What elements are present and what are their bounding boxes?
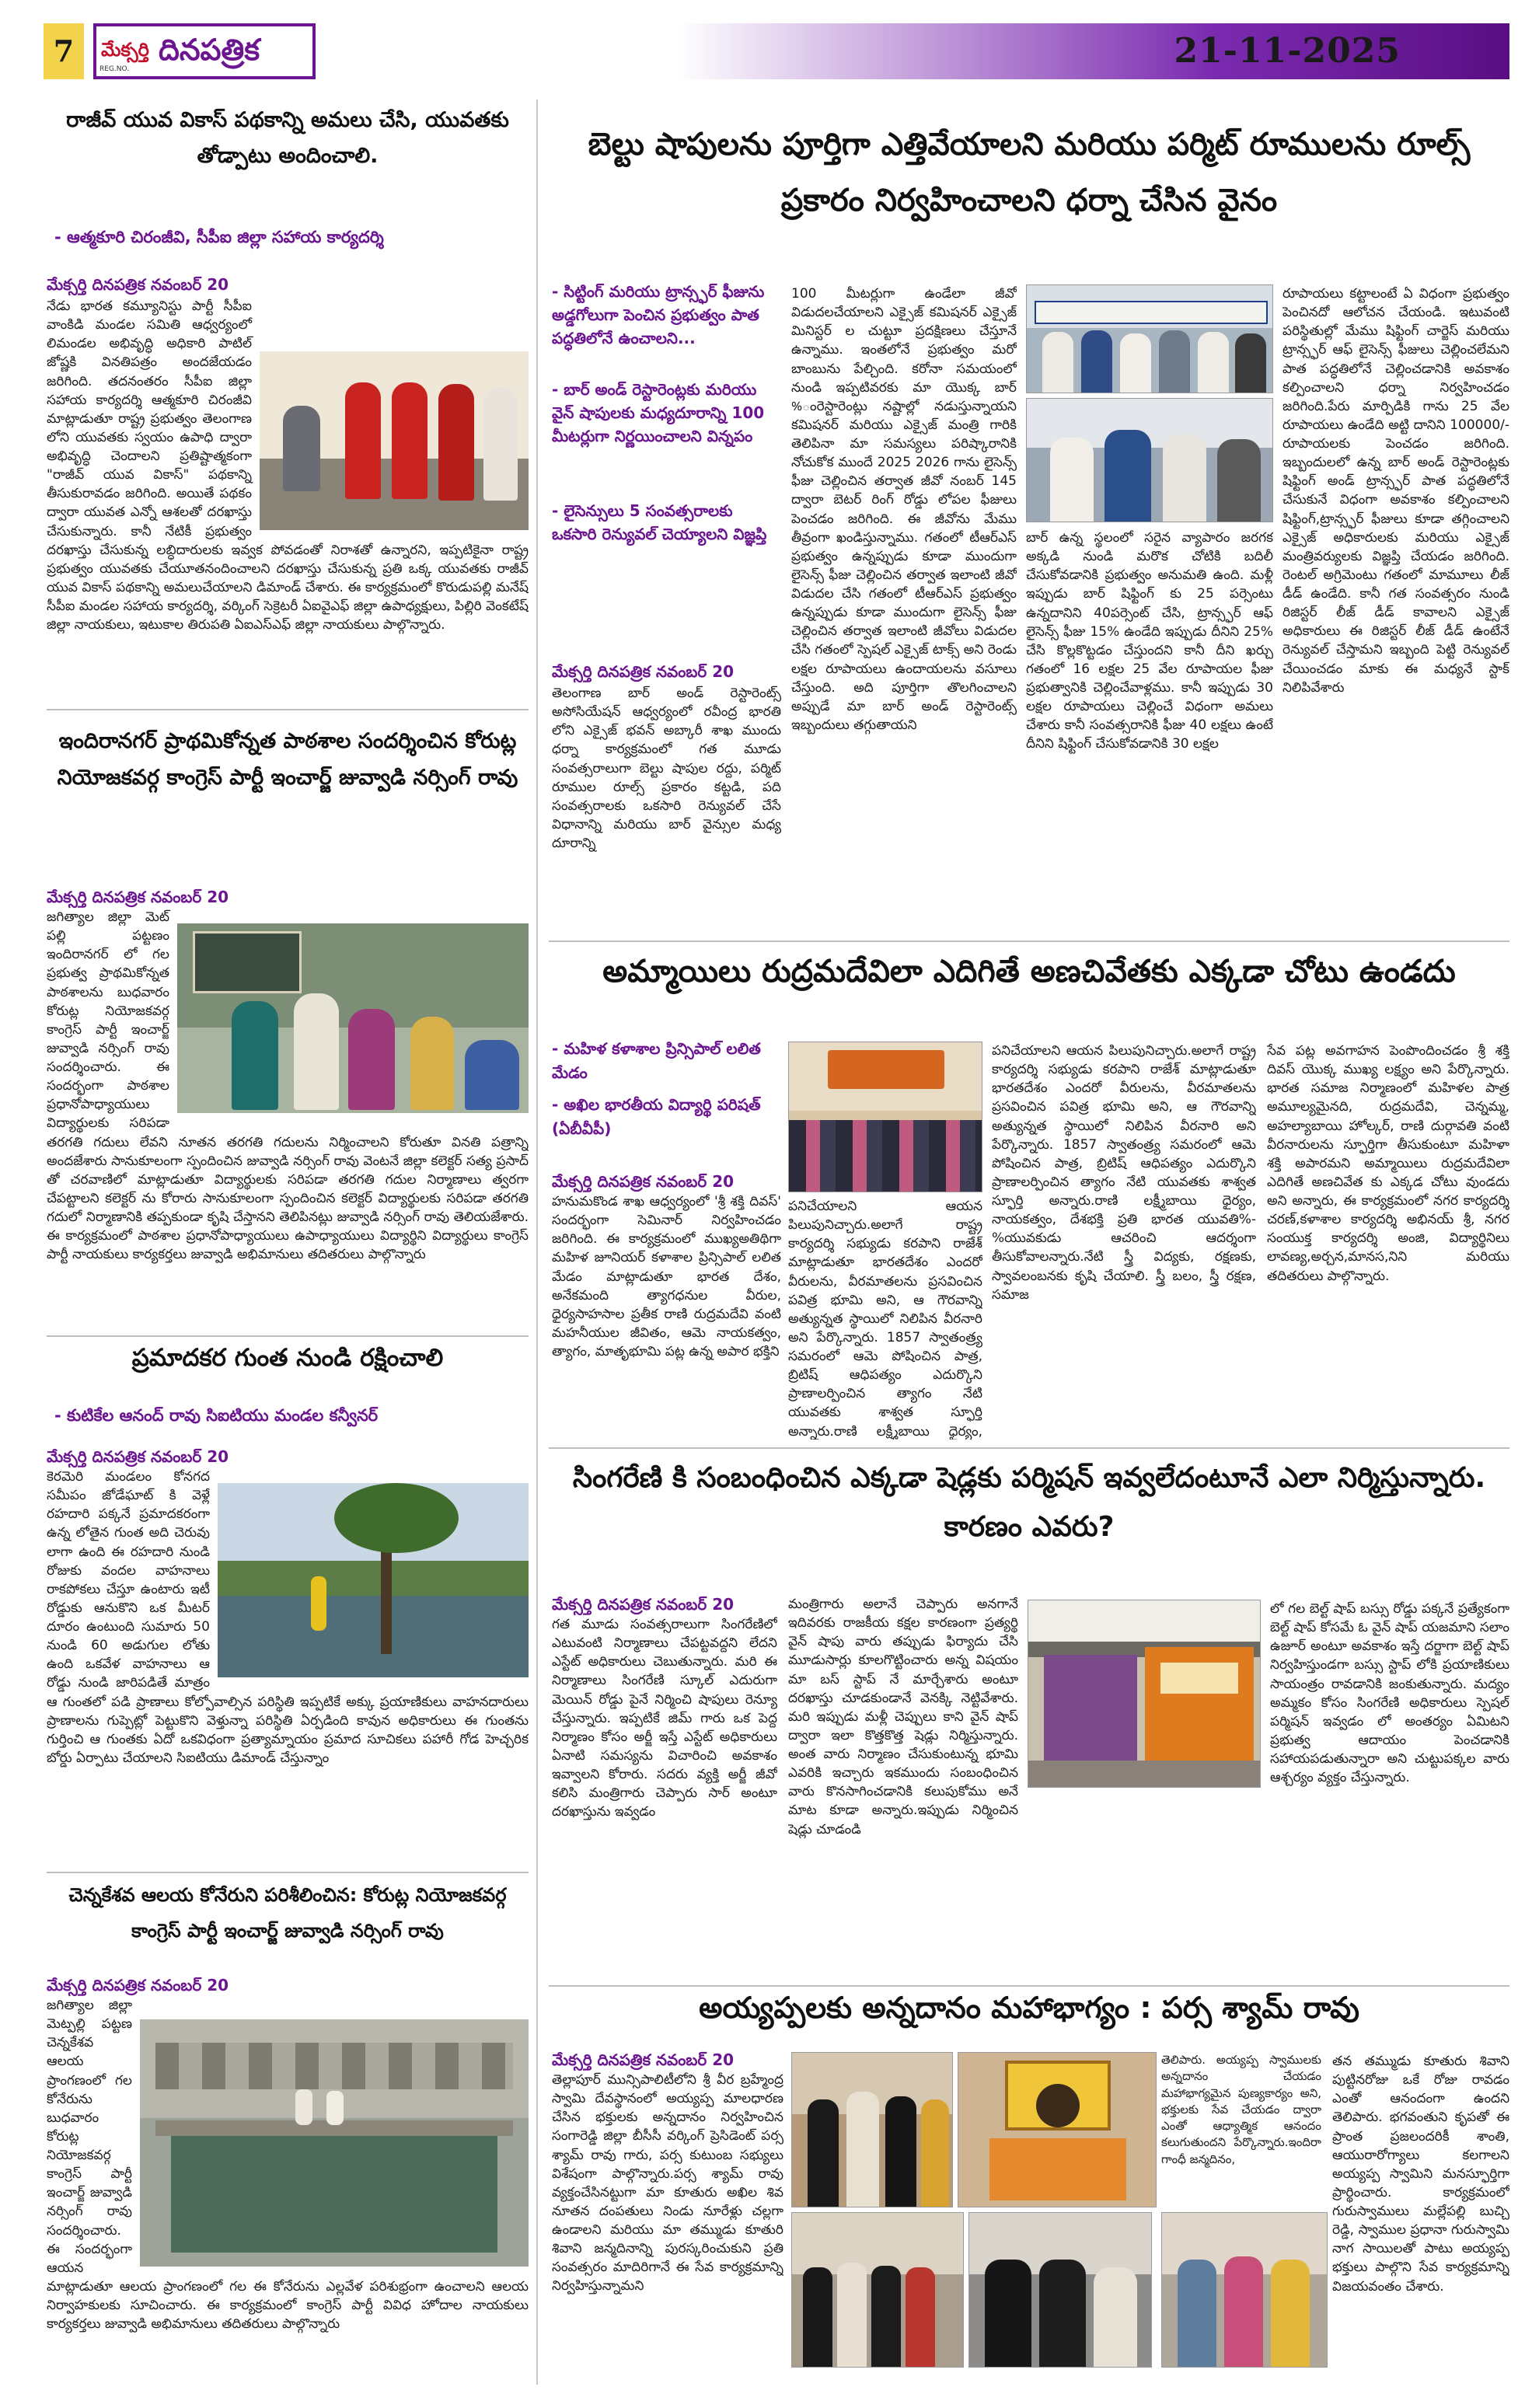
article-body <box>47 908 529 1328</box>
divider <box>47 709 529 710</box>
dateline: మేక్సర్తి దినపత్రిక నవంబర్ 20 <box>47 888 229 906</box>
photo-cpi-meeting <box>260 351 529 530</box>
photo-ayyappa-group-1 <box>791 2052 953 2207</box>
article-body-col3: తన తమ్ముడు కూతురు శివాని పుట్టినరోజు ఒకే రోజు రావడం ఎంతో ఆనందంగా ఉందని తెలిపారు. భగవంతుని కృపతో ఈ ప్రాంత ప్రజలందరికీ శాంతి, ఆయురారోగ్యాలు కలగాలని అయ్యప్ప స్వామిని మనస్ఫూర్తిగా ప్రార్థించారు. కార్యక్రమంలో గురుస్వాములు మల్లేపల్లి బుచ్చి రెడ్డి, స్వాముల ప్రధానా గురుస్వామి నాగ సాయిలతో పాటు అయ్యప్ప భక్తులు పాల్గొని సేవ కార్యక్రమాన్ని విజయవంతం చేశారు. <box>1332 2054 1509 2295</box>
issue-date: 21-11-2025 <box>1174 31 1401 71</box>
dateline: మేక్సర్తి దినపత్రిక నవంబర్ 20 <box>552 2050 735 2069</box>
quote-abvp: - అఖిల భారతీయ విద్యార్థి పరిషత్ (ఏబీవీపీ) <box>552 1095 761 1138</box>
article-body-col1: తెల్లాపూర్ మున్సిపాలిటీలోని శ్రీ వీర బ్రహ్మేంద్ర స్వామి దేవస్థానంలో అయ్యప్ప మాలధారణ చేసిన భక్తులకు అన్నదానం నిర్వహించిన సంగారెడ్డి జిల్లా బీసీసీ వర్కింగ్ ప్రెసిడెంట్ పర్స శ్యామ్ రావు గారు, పర్స కుటుంబ సభ్యులు విశేషంగా పాల్గొన్నారు.పర్స శ్యామ్ రావు వ్యక్తంచేసినట్టుగా మా కూతురు అఖిల శివ నూతన దంపతులు నిండు నూరేళ్లు చల్లగా ఉండాలని మరియు మా తమ్ముడు కూతురి శివాని జన్మదినాన్ని పురస్కరించుకుని ప్రతి సంవత్సరం మాదిరిగానే ఈ సేవ కార్యక్రమాన్ని నిర్వహిస్తున్నామని <box>552 2072 783 2295</box>
dateline: మేక్సర్తి దినపత్రిక నవంబర్ 20 <box>47 1447 229 1466</box>
quote-license-renewal: - లైసెన్సులు 5 సంవత్సరాలకు ఒకసారి రెన్యువల్ చెయ్యాలని విజ్ఞప్తి <box>552 501 767 543</box>
headline-singareni-sheds: సింగరేణి కి సంబంధించిన ఎక్కడా షెడ్లకు పర్మిషన్ ఇవ్వలేదంటూనే ఎలా నిర్మిస్తున్నారు. కారణం ఎవరు? <box>572 1462 1486 1543</box>
article-body-col2: మంత్రిగారు అలానే చెప్పారు అనగానే ఇదివరకు రాజకీయ కక్షల కారణంగా ప్రత్యర్థి వైన్ షాపు వారు తప్పుడు ఫిర్యాదు చేసి మూడుసార్లు కూలగొట్టించారు అన్న విషయం మా బస్ స్టాప్ నే మార్చేశారు అంటూ దరఖాస్తు చూడకుండానే వెనక్కి నెట్టివేశారు. మరి ఇప్పుడు మళ్లీ చెప్పులు కాని వైన్ షాప్ ద్వారా ఇలా కొత్తకొత్త షెడ్లు నిర్మిస్తున్నారు. అంత వారు నిర్మాణం చేసుకుంటున్న భూమి ఎవరికి ఇచ్చారు ఇకముందు సంబంధించిన వారు కొనసాగించడానికి కలుపుకోము అనే మాట కూడా అన్నారు.ఇప్పుడు నిర్మించిన షెడ్లు చూడండి <box>788 1597 1018 1837</box>
article-body-col4: రూపాయలు కట్టాలంటే ఏ విధంగా ప్రభుత్వం పెంచినదో ఆలోచన చేయండి. ఇటువంటి పరిస్థితుల్లో మేము షిఫ్టింగ్ చార్జెస్ మరియు ట్రాన్స్ఫర్ ఆఫ్ లైసెన్స్ ఫీజులు చెల్లించలేమని పాత పద్ధతిలోనే చెల్లించడానికి అవకాశం కల్పించాలని ధర్నా నిర్వహించడం జరిగింది.పేరు మార్పిడికి గాను 25 వేల రూపాయలు ఉండేది అట్టి దానిని 100000/- రూపాయలకు పెంచడం జరిగింది. ఇబ్బందులలో ఉన్న బార్ అండ్ రెస్టారెంట్లకు షిఫ్టింగ్ అండ్ ట్రాన్స్ఫర్ పాత పద్ధతిలోనే చేసుకునే విధంగా అవకాశం కల్పించాలని షిఫ్టింగ్,ట్రాన్స్ఫర్ ఫీజులు కూడా తగ్గించాలని ఎక్సైజ్ అధికారులకు మరియు ఎక్సైజ్ మంత్రివర్యులకు విజ్ఞప్తి చేయడం జరిగింది. రెంటల్ అగ్రిమెంటు గతంలో మామూలు లీజ్ డీడ్ ఉండేది. కానీ గత సంవత్సరం నుండి రిజిస్టర్ లీజ్ డీడ్ కావాలని ఎక్సైజ్ అధికారులు ఈ రిజిస్టర్ లీజ్ డీడ్ ఉంటేనే రెన్యువల్ చేస్తామని ఇబ్బంది పెట్టి రెన్యువల్ చేయించడం మాకు ఈ మధ్యనే స్టాక్ నిలిపివేశారు <box>1282 286 1509 696</box>
article-body <box>47 1467 529 1864</box>
photo-temple-pond <box>140 2019 529 2267</box>
headline-ayyappa-annadanam: అయ్యప్పలకు అన్నదానం మహాభాగ్యం : పర్స శ్యామ్ రావు <box>699 1991 1359 2025</box>
divider <box>549 1447 1509 1449</box>
quote-principal-lalitha: - మహిళ కళాశాల ప్రిన్సిపాల్ లలిత మేడం <box>552 1039 761 1082</box>
article-text: జగిత్యాల జిల్లా మెట్పల్లి పట్టణ చెన్నకేశవ ఆలయ ప్రాంగణంలో గల కోనేరును బుధవారం కోరుట్ల నియోజకవర్గ కాంగ్రెస్ పార్టీ ఇంచార్జ్ జువ్వాడి నర్సింగ్ రావు సందర్శించారు. ఈ సందర్భంగా ఆయన మాట్లాడుతూ ఆలయ ప్రాంగణంలో గల ఈ కోనేరును ఎల్లవేళ పరిశుభ్రంగా ఉంచాలని ఆలయ నిర్వాహకులకు సూచించారు. ఈ కార్యక్రమంలో కాంగ్రెస్ పార్టీ వివిధ హోదాల నాయకులు కార్యకర్తలు జువ్వాడి అభిమానులు తదితరులు పాల్గొన్నారు <box>47 1998 529 2333</box>
article-body-col2: తెలిపారు. అయ్యప్ప స్వాములకు అన్నదానం చేయడం మహాభాగ్యమైన పుణ్యకార్యం అని, భక్తులకు సేవ చేయడం ద్వారా ఎంతో ఆధ్యాత్మిక ఆనందం కలుగుతుందని పేర్కొన్నారు.ఇందిరా గాంధీ జన్మదినం, <box>1161 2053 1321 2166</box>
dateline: మేక్సర్తి దినపత్రిక నవంబర్ 20 <box>47 275 229 294</box>
page-number: 7 <box>44 23 84 79</box>
photo-ayyappa-group-2 <box>791 2212 964 2368</box>
divider <box>47 1335 529 1337</box>
logo-prefix: మేక్సర్తి <box>101 39 149 61</box>
dateline: మేక్సర్తి దినపత్రిక నవంబర్ 20 <box>552 662 735 681</box>
newspaper-logo <box>93 23 316 79</box>
headline-dangerous-pit: ప్రమాదకర గుంత నుండి రక్షించాలి <box>131 1344 444 1372</box>
headline-rajiv-yuva-vikas: రాజీవ్ యువ వికాస్ పథకాన్ని అమలు చేసి, యువతకు తోడ్పాటు అందించాలి. <box>66 108 509 168</box>
headline-indiranagar-school: ఇందిరానగర్ ప్రాథమికోన్నత పాఠశాల సందర్శించిన కోరుట్ల నియోజకవర్గ కాంగ్రెస్ పార్టీ ఇంచార్జ్ జువ్వాడి నర్సింగ్ రావు <box>57 729 518 790</box>
logo-reg: REG.NO. <box>99 65 130 73</box>
headline-rudramadevi: అమ్మాయిలు రుద్రమదేవిలా ఎదిగితే అణచివేతకు ఎక్కడా చోటు ఉండదు <box>602 954 1456 989</box>
headline-chennakesava-temple: చెన్నకేశవ ఆలయ కోనేరుని పరిశీలించిన: కోరుట్ల నియోజకవర్గ కాంగ్రెస్ పార్టీ ఇంచార్జ్ జువ్వాడి నర్సింగ్ రావు <box>68 1884 507 1942</box>
headline-belt-shops-dharna: బెల్టు షాపులను పూర్తిగా ఎత్తివేయాలని మరియు పర్మిట్ రూములను రూల్స్ ప్రకారం నిర్వహించాలని ధర్నా చేసిన వైనం <box>588 127 1471 218</box>
dateline: మేక్సర్తి దినపత్రిక నవంబర్ 20 <box>552 1172 735 1191</box>
article-body-col3: బార్ ఉన్న స్థలంలో సరైన వ్యాపారం జరగక అక్కడి నుండి మరొక చోటికి బదిలీ చేసుకోవడానికి ప్రభుత్వం అనుమతి ఉంది. మళ్లీ ఇప్పుడు బార్ షిఫ్టింగ్ కు 25 పర్సెంటు ఉన్నదానిని 40పర్సెంట్ చేసి, ట్రాన్స్ఫర్ ఆఫ్ లైసెన్స్ ఫీజు 15% ఉండేది ఇప్పుడు దీనిని 25% చేసి కొల్లకొట్టడం చేస్తుందని కానీ దీని ఖర్చు గతంలో 16 లక్షల 25 వేల రూపాయల ఫీజు ప్రభుత్వానికి చెల్లించేవాళ్లము. కానీ ఇప్పుడు 30 లక్షల రూపాయలు చెల్లించే విధంగా అమలు చేశారు కానీ సంవత్సరానికి ఫీజు 40 లక్షలు ఉంటే దీనిని షిఫ్టింగ్ చేసుకోవడానికి 30 లక్షల <box>1026 530 1273 752</box>
article-body-col2: 100 మీటర్లుగా ఉండేలా జీవో విడుదలచేయాలని ఎక్సైజ్ కమిషనర్ ఎక్సైజ్ మినిస్టర్ ల చుట్టూ ప్రదక్షిణలు చేస్తూనే ఉన్నాము. ఇంతలోనే ప్రభుత్వం మరో బాంబును పేల్చింది. కరోనా సమయంలో నుండి ఇప్పటివరకు మా యొక్క బార్ %ంరెస్టారెంట్లు నష్టాల్లో నడుస్తున్నాయని కమిషనర్ మరియు ఎక్సైజ్ మంత్రి గారికి తెలిపినా మా సమస్యలు పరిష్కారానికి నోచుకోక ముందే 2025 2026 గాను లైసెన్స్ ఫీజు చెల్లించిన తర్వాత జీవో నంబర్ 145 ద్వారా బెటర్ రింగ్ రోడ్డు లోపల ఫీజులు పెంచడం జరిగింది. ఈ జీవోను మేము తీవ్రంగా ఖండిస్తున్నాము. గతంలో టీఆర్ఎస్ ప్రభుత్వం ఉన్నప్పుడు కూడా ముందుగా లైసెన్స్ ఫీజు చెల్లించిన తర్వాత ఇలాంటి జీవో విడుదల చేసి గతంలో టీఆర్ఎస్ ప్రభుత్వం ఉన్నప్పుడు కూడా ముందుగా లైసెన్స్ ఫీజు చెల్లించిన తర్వాత ఇలాంటి జీవోలు విడుదల చేసి గతంలో స్పెషల్ ఎక్సైజ్ టాక్స్ అని రెండు లక్షల రూపాయలు ఉందాయలను వసూలు చేస్తుంది. అది పూర్తిగా తొలగించాలని అప్పుడే మా బార్ అండ్ రెస్టారెంట్స్ ఇబ్బందులు తగ్గుతాయని <box>791 286 1017 733</box>
photo-seminar-hall <box>788 1042 982 1192</box>
article-body <box>47 1996 529 2385</box>
quote-anand-rao: - కుటికేల ఆనంద్ రావు సిఐటియు మండల కన్వీనర్ <box>54 1406 379 1425</box>
photo-school-visit <box>177 923 529 1113</box>
quote-100-meters: - బార్ అండ్ రెస్టారెంట్లకు మరియు వైన్ షాపులకు మధ్యదూరాన్ని 100 మీటర్లుగా నిర్ణయించాలని విన్నపం <box>552 380 765 445</box>
divider <box>47 1872 529 1873</box>
photo-family <box>1161 2212 1328 2368</box>
article-body-col3: పనిచేయాలని ఆయన పిలుపునిచ్చారు.అలాగే రాష్ట్ర కార్యదర్శి సభ్యుడు కరపాని రాజేశ్ మాట్లాడుతూ భారతదేశం ఎందరో వీరులను, వీరమాతలను ప్రసవించిన పవిత్ర భూమి అని, ఆ గౌరవాన్ని అత్యున్నత స్థాయిలో నిలిపిన వీరనారి అని పేర్కొన్నారు. 1857 స్వాతంత్ర్య సమరంలో ఆమె పోషించిన పాత్ర, బ్రిటిష్ ఆధిపత్యం ఎదుర్కొని ప్రాణాలర్పించిన త్యాగం నేటి యువతకు శాశ్వత స్ఫూర్తి అన్నారు.రాణి లక్ష్మీబాయి ధైర్యం, నాయకత్వం, దేశభక్తి ప్రతి భారత యువతి%-%యువకుడు ఆచరించి ఆదర్శంగా తీసుకోవాలన్నారు.నేటి స్త్రీ విద్యకు, రక్షణకు, స్వావలంబనకు కృషి చేయాలి. స్త్రీ బలం, స్త్రీ రక్షణ, సమాజ <box>992 1043 1256 1303</box>
photo-dharna-protest-2 <box>1026 398 1273 522</box>
dateline: మేక్సర్తి దినపత్రిక నవంబర్ 20 <box>552 1595 735 1614</box>
photo-dharna-protest-1 <box>1026 284 1273 393</box>
article-text: జగిత్యాల జిల్లా మెట్ పల్లి పట్టణం ఇందిరానగర్ లో గల ప్రభుత్వ ప్రాథమికోన్నత పాఠశాలను బుధవారం కోరుట్ల నియోజకవర్గ కాంగ్రెస్ పార్టీ ఇంచార్జ్ జువ్వాడి నర్సింగ్ రావు సందర్శించారు. ఈ సందర్భంగా పాఠశాల ప్రధానోపాధ్యాయులు విద్యార్థులకు సరిపడా తరగతి గదులు లేవని నూతన తరగతి గదులను నిర్మించాలని కోరుతూ వినతి పత్రాన్ని అందజేశారు సానుకూలంగా స్పందించిన జువ్వాడి నర్సింగ్ రావు వెంటనే జిల్లా కలెక్టర్ సత్య ప్రసాద్ తో చరవాణిలో మాట్లాడుతూ విద్యార్థులకు సరిపడా తరగతి గదుల నిర్మాణాలు త్వరగా చేపట్టాలని కలెక్టర్ ను కోరారు సానుకూలంగా స్పందించిన కలెక్టర్ విద్యార్థులకు సరిపడా తరగతి గదులో నిర్మాణానికి తప్పకుండా కృషి చేస్తానని తెలిపినట్లు జువ్వాడి నర్సింగ్ రావు తెలియజేశారు. ఈ కార్యక్రమంలో పాఠశాల ప్రధానోపాధ్యాయులు ఉపాధ్యాయులు విద్యార్థిని విద్యార్థులు కాంగ్రెస్ పార్టీ నాయకులు కార్యకర్తలు జువ్వాడి అభిమానులు తదితరులు పాల్గొన్నారు <box>47 909 529 1263</box>
article-body <box>47 297 529 698</box>
photo-ayyappa-prayer <box>968 2212 1152 2368</box>
dateline: మేక్సర్తి దినపత్రిక నవంబర్ 20 <box>47 1976 229 1994</box>
masthead <box>44 23 1509 79</box>
article-text: పనిచేయాలని ఆయన పిలుపునిచ్చారు.అలాగే రాష్ట్ర కార్యదర్శి సభ్యుడు కరపాని రాజేశ్ మాట్లాడుతూ భారతదేశం ఎందరో వీరులను, వీరమాతలను ప్రసవించిన పవిత్ర భూమి అని, ఆ గౌరవాన్ని అత్యున్నత స్థాయిలో నిలిపిన వీరనారి అని పేర్కొన్నారు. 1857 స్వాతంత్ర్య సమరంలో ఆమె పోషించిన పాత్ర, బ్రిటిష్ ఆధిపత్యం ఎదుర్కొని ప్రాణాలర్పించిన త్యాగం నేటి యువతకు శాశ్వత స్ఫూర్తి అన్నారు.రాణి లక్ష్మీబాయి ధైర్యం, <box>788 1199 982 1440</box>
article-body-col1: తెలంగాణ బార్ అండ్ రెస్టారెంట్స్ అసోసియేషన్ ఆధ్వర్యంలో రవీంద్ర భారతి లోని ఎక్సైజ్ భవన్ అబ్కారీ శాఖ ముందు ధర్నా కార్యక్రమంలో గత మూడు సంవత్సరాలుగా బెల్టు షాపుల రద్దు, పర్మిట్ రూముల రూల్స్ ప్రకారం కట్టడి, పది సంవత్సరాలకు ఒకసారి రెన్యువల్ చేసే విధానాన్ని మరియు బార్ వైన్సుల మధ్య దూరాన్ని <box>552 686 781 851</box>
article-body-col1: హనుమకొండ శాఖ ఆధ్వర్యంలో 'శ్రీ శక్తి దివస్' సందర్భంగా సెమినార్ నిర్వహించడం జరిగింది. ఈ కార్యక్రమంలో ముఖ్యఅతిథిగా మహిళ జూనియర్ కళాశాల ప్రిన్సిపాల్ లలిత మేడం మాట్లాడుతూ భారత దేశం, అనేకమంది త్యాగధనుల వీరుల, ధైర్యసాహసాల ప్రతీక రాణి రుద్రమదేవి వంటి మహనీయుల జీవితం, ఆమె నాయకత్వం, త్యాగం, మాతృభూమి పట్ల ఉన్న అపార భక్తిని <box>552 1194 781 1359</box>
divider <box>549 1985 1509 1987</box>
article-text: నేడు భారత కమ్యూనిస్టు పార్టీ సీపీఐ వాంకిడి మండల సమితి ఆధ్వర్యంలో లిమండల అభివృద్ధి అధికారి పాటిల్ జోష్ణకి వినతిపత్రం అందజేయడం జరిగింది. తదనంతరం సీపీఐ జిల్లా సహాయ కార్యదర్శి ఆత్మకూరి చిరంజీవి మాట్లాడుతూ రాష్ట్ర ప్రభుత్వం తెలంగాణ లోని యువతకు స్వయం ఉపాధి ద్వారా అభివృద్ధి చెందాలని ప్రతిష్టాత్మకంగా "రాజీవ్ యువ వికాస్" పథకాన్ని తీసుకురావడం జరిగింది. అయితే పథకం ద్వారా యువత ఎన్నో ఆశలతో దరఖాస్తు చేసుకున్నారు. కానీ నేటికీ ప్రభుత్వం దరఖాస్తు చేసుకున్న లబ్ధిదారులకు ఇవ్వక పోవడంతో నిరాశతో ఉన్నారని, ఇప్పటికైనా రాష్ట్ర ప్రభుత్వం యువతకు చేయూతనందించాలని దరఖాస్తు చేసుకున్న ప్రతి ఒక్క యువతకు రాజీవ్ యువ వికాస్ పథకాన్ని అమలుచేయాలని డిమాండ్ చేశారు. ఈ కార్యక్రమంలో కొరుడుపల్లి మనేష్ సీపీఐ మండల సహాయ కార్యదర్శి, వర్కింగ్ సెక్రెటరీ ఏఐవైఎఫ్ జిల్లా ఉపాధ్యక్షులు, పిల్లిరి వెంకటేష్ జిల్లా నాయకులు, ఇటుకాల తిరుపతి ఏఐఎస్ఎఫ్ జిల్లా నాయకులు పాల్గొన్నారు. <box>47 298 529 633</box>
photo-ayyappa-shrine <box>958 2052 1157 2207</box>
logo-main: దినపత్రిక <box>159 33 260 67</box>
photo-roadside-pit <box>218 1483 529 1677</box>
divider <box>549 941 1509 942</box>
photo-belt-shop-shed <box>1028 1600 1261 1788</box>
quote-chiranjeevi: - ఆత్మకూరి చిరంజీవి, సీపీఐ జిల్లా సహాయ కార్యదర్శి <box>54 228 384 246</box>
article-text: కెరమెరి మండలం కోనగద సమీపం జోడేఘాట్ కి వెళ్లే రహదారి పక్కనే ప్రమాదకరంగా ఉన్న లోతైన గుంత అది చెరువు లాగా ఉంది ఈ రహదారి నుండి రోజుకు వందల వాహనాలు రాకపోకలు చేస్తూ ఉంటారు ఇటీ రోడ్డుకు ఆనుకొని ఒక మీటర్ దూరం ఉంటుంది సుమారు 50 నుండి 60 అడుగుల లోతు ఉంది ఒకవేళ వాహనాలు ఆ రోడ్డు నుండి జారిపడితే మాత్రం ఆ గుంతలో పడి ప్రాణాలు కోల్పోవాల్సిన పరిస్థితి ఇప్పటికే అక్కు ప్రయాణికులు వాహనదారులు ప్రాణాలను గుప్పెట్లో పెట్టుకొని వెళ్తున్నా పరిస్థితి ఏర్పడింది కావున అధికారులు ఈ గుంతను గుర్తించి ఆ గుంతకు ఏదో ఒకవిధంగా ప్రత్యామ్నాయం ప్రమాద సూచికలు పహారీ గోడ హెచ్చరిక బోర్డు ఏర్పాటు చేయాలని సిఐటియు డిమాండ్ చేస్తున్నాం <box>47 1469 529 1766</box>
column-divider <box>536 99 538 2385</box>
article-body-col2-lower <box>788 1197 982 1440</box>
quote-shifting-fee: - సిట్టింగ్ మరియు ట్రాన్స్ఫర్ ఫీజును అడ్డగోలుగా పెంచిన ప్రభుత్వం పాత పద్ధతిలోనే ఉంచాలని... <box>552 282 765 347</box>
article-body-col4: లో గల బెల్ట్ షాప్ బస్సు రోడ్డు పక్కనే ప్రత్యేకంగా బెల్ట్ షాప్ కోసమే ఓ వైన్ షాప్ యజమాని సలాం ఉజూర్ అంటూ అవకాశం ఇస్తే దర్జాగా బెల్ట్ షాప్ నిర్వహిస్తుండగా బస్సు స్టాప్ లోకి ప్రయాణికులు సాయంత్రం రావడానికి జంకుతున్నారు. మద్యం అమ్మకం కోసం సింగరేణి అధికారులు స్పెషల్ పర్మిషన్ ఇవ్వడం లో అంతర్యం ఏమిటని ప్రభుత్వ ఆదాయం పెంచడానికి సహాయపడుతున్నారా అని చుట్టుపక్కల వారు ఆశ్చర్యం వ్యక్తం చేస్తున్నారు. <box>1270 1601 1509 1786</box>
article-body-col1: గత మూడు సంవత్సరాలుగా సింగరేణిలో ఎటువంటి నిర్మాణాలు చేపట్టవద్దని లేదని ఎస్టేట్ అధికారులు చెబుతున్నారు. మరి ఈ నిర్మాణాలు సింగరేణి స్కూల్ ఎదురుగా మెయిన్ రోడ్డు పైనే నిర్మించి షాపులు రెన్యూ చేస్తున్నారు. ఇప్పటికే జిమ్ గారు ఒక పెద్ద నిర్మాణం కోసం అర్జీ ఇస్తే ఎస్టేట్ అధికారులు ఏనాటి సమస్యను విచారించి అవకాశం ఇవ్వాలని కోరారు. సదరు వ్యక్తి అర్జీ జీవో కలిసి మంత్రిగారు చెప్పారు సార్ అంటూ దరఖాస్తును ఇవ్వడం <box>552 1617 777 1820</box>
article-body-col4: సేవ పట్ల అవగాహన పెంపొందించడం శ్రీ శక్తి దివస్ యొక్క ముఖ్య లక్ష్యం అని పేర్కొన్నారు. భారత సమాజ నిర్మాణంలో మహిళల పాత్ర అమూల్యమైనది, రుద్రమదేవి, చెన్నమ్మ, అహల్యాబాయి హోల్కర్, రాణి దుర్గావతి వంటి వీరనారులను స్ఫూర్తిగా తీసుకుంటూ మహిళా శక్తి అపారమని అమ్మాయిలు రుద్రమదేవిలా ఎదిగితే అణచివేత కు ఎక్కడ చోటు వుండదు అని అన్నారు, ఈ కార్యక్రమంలో నగర కార్యదర్శి చరణ్,కళాశాల కార్యదర్శి అభినయ్ శ్రీ, నగర సంయుక్త కార్యదర్శి అంజి, విద్యార్థినిలు లావణ్య,అర్చన,మానస,నిని మరియు తదితరులు పాల్గొన్నారు. <box>1267 1043 1509 1284</box>
